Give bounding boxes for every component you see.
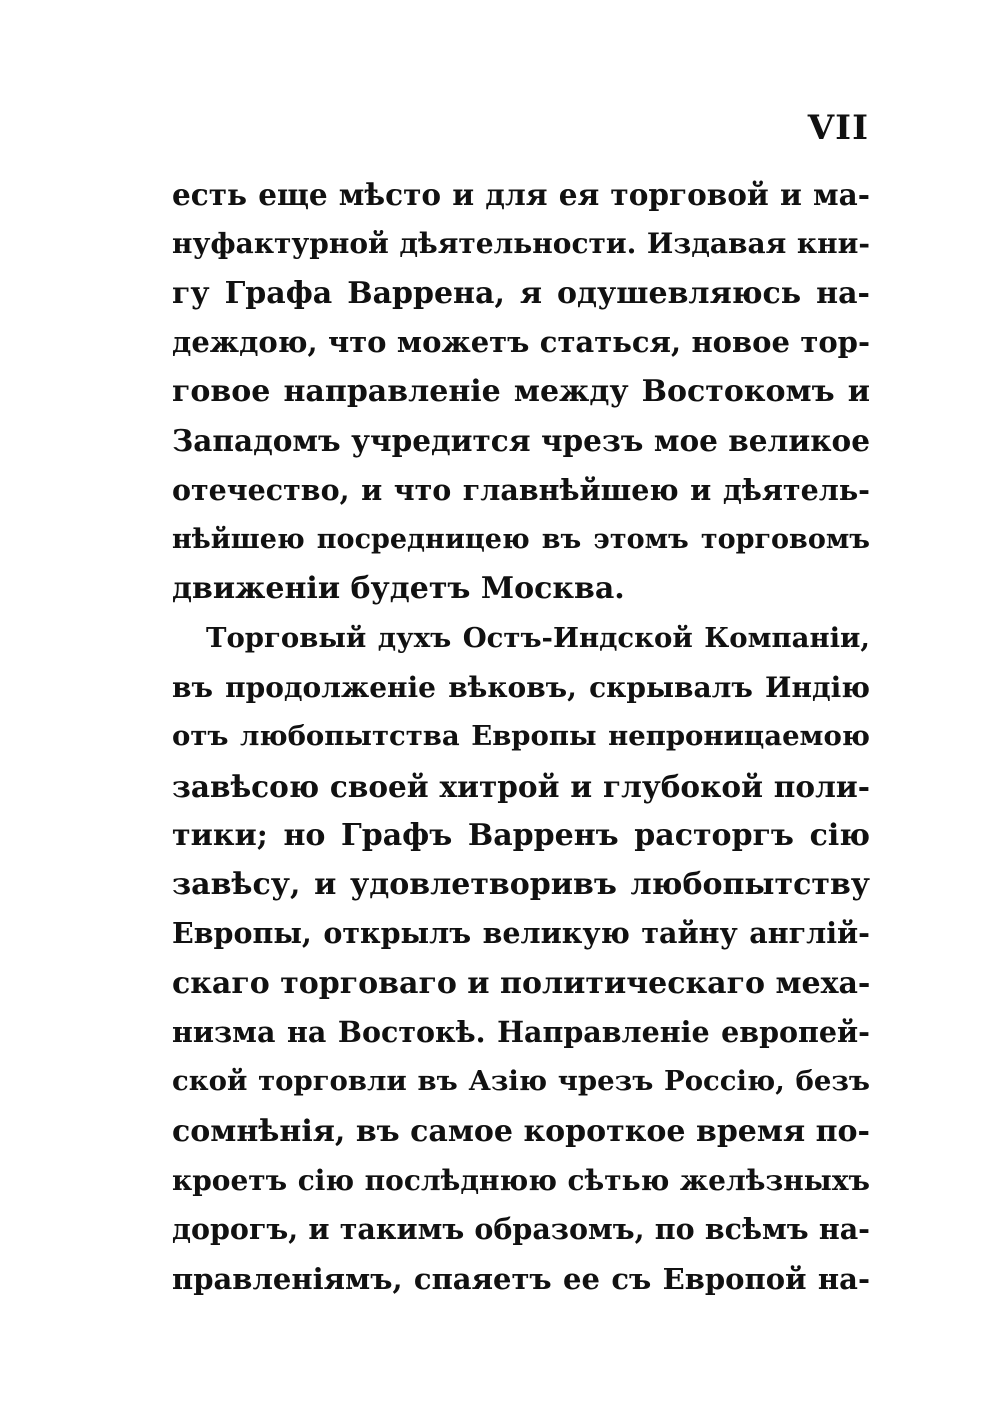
body-text — [172, 170, 870, 1304]
paragraph-1 — [172, 170, 870, 614]
text-line: ской торговли въ Азію чрезъ Россію, безъ — [172, 1065, 870, 1098]
text-line: говое направленіе между Востокомъ и — [172, 374, 870, 410]
text-line: правленіямъ, спаяетъ ее съ Европой на- — [172, 1261, 870, 1296]
text-line: отъ любопытства Европы непроницаемою — [172, 720, 870, 753]
text-line: деждою, что можетъ статься, новое тор- — [172, 324, 870, 359]
text-line: кроетъ сію послѣднюю сѣтью желѣзныхъ — [172, 1163, 870, 1197]
text-line: низма на Востокѣ. Направленіе европей- — [172, 1015, 870, 1050]
text-line: Торговый духъ Остъ-Индской Компаніи, — [206, 621, 870, 654]
text-line: завѣсою своей хитрой и глубокой поли- — [172, 768, 870, 804]
text-line: нѣйшею посредницею въ этомъ торговомъ — [172, 524, 870, 556]
text-line: скаго торговаго и политическаго меха- — [172, 965, 871, 1001]
paragraph-2 — [172, 614, 870, 1304]
text-line: въ продолженіе вѣковъ, скрывалъ Индію — [172, 670, 870, 704]
text-line: нуфактурной дѣятельности. Издавая кни- — [172, 227, 870, 261]
page-number: VII — [807, 108, 869, 148]
text-line: есть еще мѣсто и для ея торговой и ма- — [172, 177, 870, 212]
text-line: движеніи будетъ Москва. — [172, 571, 625, 607]
text-line: Европы, открылъ великую тайну англій- — [172, 916, 870, 951]
text-line: завѣсу, и удовлетворивъ любопытству — [172, 867, 870, 903]
text-line: тики; но Графъ Варренъ расторгъ сію — [172, 817, 870, 853]
text-line: отечество, и что главнѣйшею и дѣятель- — [172, 472, 870, 507]
text-line: дорогъ, и такимъ образомъ, по всѣмъ на- — [172, 1212, 870, 1247]
text-line: Западомъ учредится чрезъ мое великое — [172, 423, 870, 459]
text-line: гу Графа Варрена, я одушевляюсь на- — [172, 275, 870, 311]
text-line: сомнѣнія, въ самое короткое время по- — [172, 1113, 870, 1149]
